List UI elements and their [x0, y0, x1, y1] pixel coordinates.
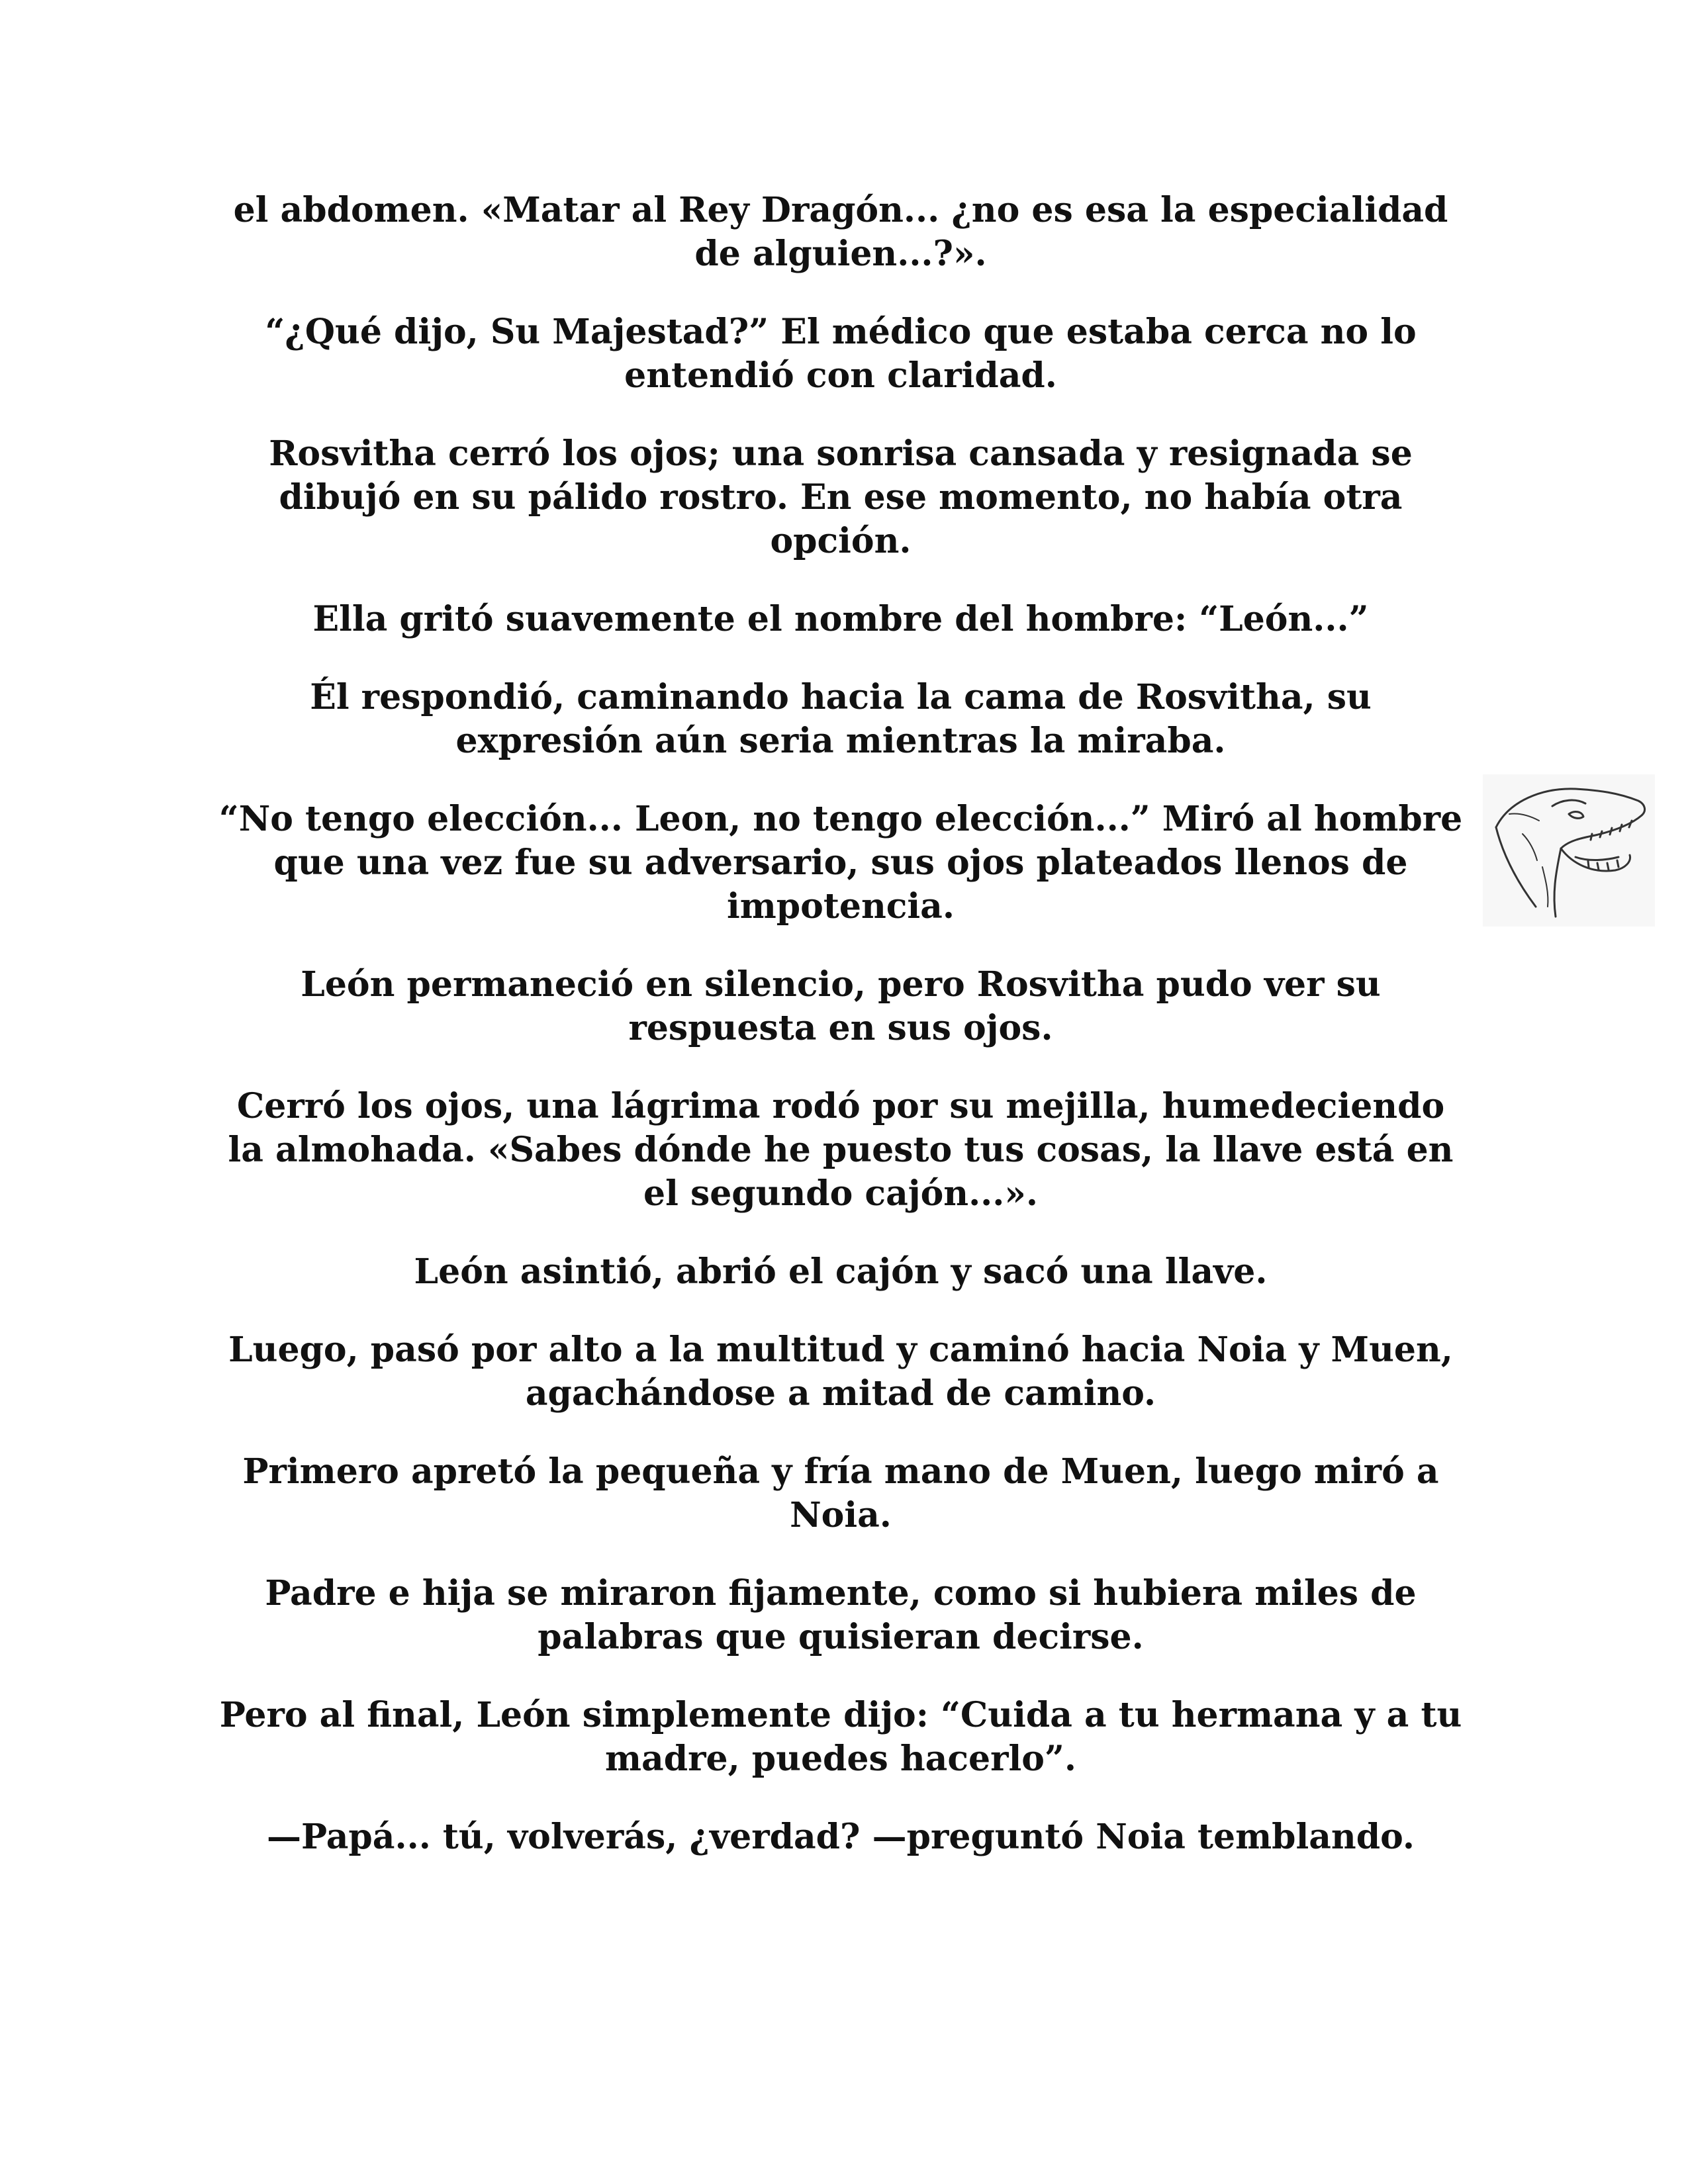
paragraph: Primero apretó la pequeña y fría mano de Muen, luego miró a Noia.: [242, 1451, 1439, 1535]
paragraph: “¿Qué dijo, Su Majestad?” El médico que estaba cerca no lo entendió con claridad.: [265, 312, 1417, 396]
paragraph: León asintió, abrió el cajón y sacó una llave.: [414, 1251, 1268, 1292]
paragraph: —Papá... tú, volverás, ¿verdad? —preguntó Noia temblando.: [267, 1817, 1415, 1857]
paragraph: Ella gritó suavemente el nombre del hombre: “León...”: [312, 599, 1369, 639]
story-text: [218, 189, 1463, 1893]
paragraph: León permaneció en silencio, pero Rosvitha pudo ver su respuesta en sus ojos.: [301, 964, 1381, 1048]
paragraph: Padre e hija se miraron fijamente, como si hubiera miles de palabras que quisieran decirse.: [265, 1573, 1417, 1657]
paragraph: Luego, pasó por alto a la multitud y caminó hacia Noia y Muen, agachándose a mitad de camino.: [228, 1330, 1453, 1414]
paragraph: “No tengo elección... Leon, no tengo elección...” Miró al hombre que una vez fue su adversario, sus ojos plateados llenos de impotencia.: [218, 799, 1463, 927]
paragraph: Él respondió, caminando hacia la cama de Rosvitha, su expresión aún seria mientras la miraba.: [310, 677, 1372, 761]
paragraph: Cerró los ojos, una lágrima rodó por su mejilla, humedeciendo la almohada. «Sabes dónde he puesto tus cosas, la llave está en el segundo cajón...».: [228, 1086, 1454, 1214]
dinosaur-head-icon: [1483, 774, 1655, 927]
paragraph: Pero al final, León simplemente dijo: “Cuida a tu hermana y a tu madre, puedes hacerlo”.: [219, 1695, 1462, 1779]
paragraph: el abdomen. «Matar al Rey Dragón... ¿no es esa la especialidad de alguien...?».: [233, 190, 1448, 274]
paragraph: Rosvitha cerró los ojos; una sonrisa cansada y resignada se dibujó en su pálido rostro. En ese momento, no había otra opción.: [269, 433, 1413, 561]
